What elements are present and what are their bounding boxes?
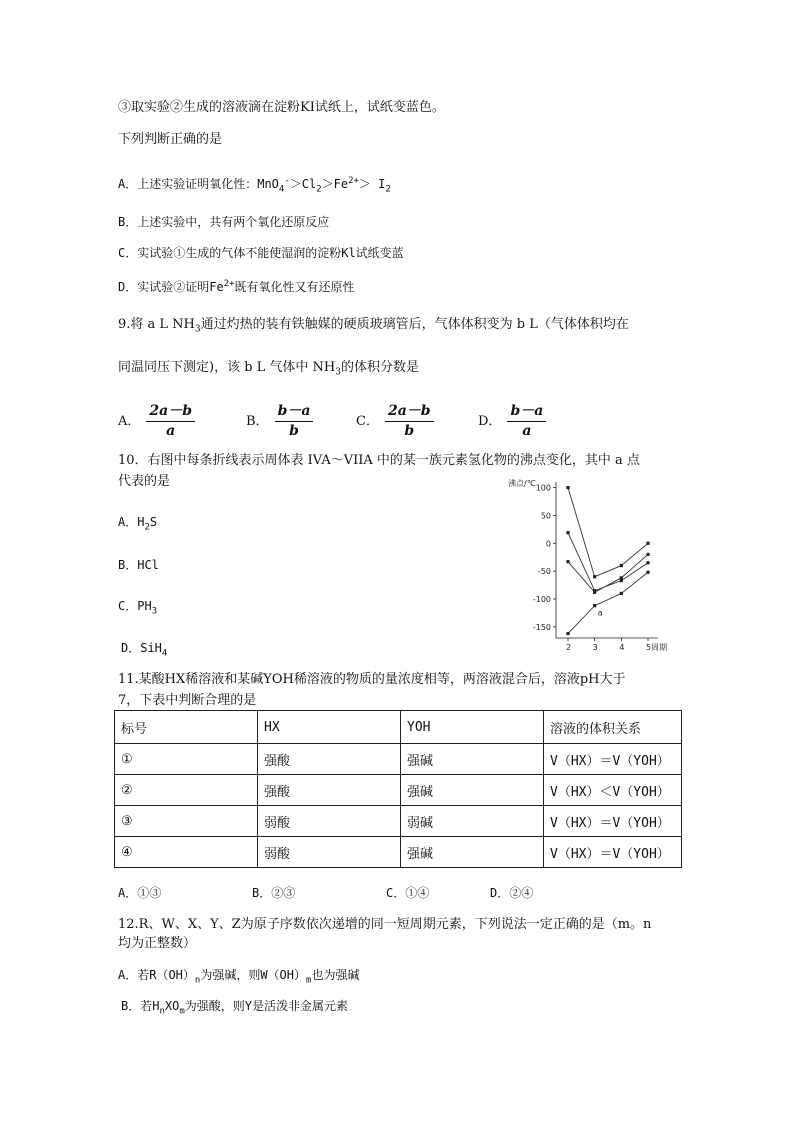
y-tick-label: -50 — [537, 567, 551, 577]
q12-option-b — [121, 997, 348, 1020]
numerator: b－a — [507, 400, 546, 422]
data-point — [593, 591, 596, 594]
cell: V（HX）＝V（YOH） — [544, 806, 682, 837]
cell: 强碱 — [401, 744, 544, 775]
fraction — [507, 400, 546, 439]
cell: 强酸 — [258, 744, 401, 775]
data-point — [646, 542, 649, 545]
q11-line-1: 11.某酸HX稀溶液和某碱YOH稀溶液的物质的量浓度相等，两溶液混合后，溶液pH大于 — [118, 672, 626, 687]
table-row — [115, 806, 682, 837]
chart-ylabel: 沸点/℃ — [508, 479, 536, 488]
table-row — [115, 775, 682, 806]
y-tick-label: -100 — [532, 595, 551, 604]
q8a-sub: 4 — [278, 184, 285, 195]
fraction — [385, 400, 434, 439]
x-tick-label: 4 — [619, 643, 625, 652]
data-point — [566, 632, 569, 635]
q12b-text2: XO — [164, 999, 180, 1013]
q8-prompt: 下列判断正确的是 — [118, 132, 223, 147]
q9-line-2 — [118, 359, 419, 382]
q8d-text2: 既有氧化性又有还原性 — [234, 280, 355, 294]
header-cell: 溶液的体积关系 — [544, 711, 682, 744]
q9-text2: 通过灼热的装有铁触媒的硬质玻璃管后，气体体积变为 b L（气体体积均在 — [200, 317, 629, 332]
numerator: 2a－b — [385, 400, 434, 422]
x-tick-label: 3 — [592, 643, 598, 652]
q8d-text: D．实试验②证明Fe — [118, 280, 224, 294]
fraction — [275, 400, 314, 439]
q8a-text2: ＞Cl — [289, 177, 317, 191]
q11-option-a: A．①③ — [118, 886, 162, 900]
cell: V（HX）＝V（YOH） — [544, 837, 682, 868]
q9-line-1 — [118, 316, 629, 339]
cell: V（HX）＜V（YOH） — [544, 775, 682, 806]
q12b-text: B．若H — [121, 999, 160, 1013]
header-cell: YOH — [401, 711, 544, 744]
data-point — [593, 575, 596, 578]
table-row — [115, 837, 682, 868]
q10a-text2: S — [149, 515, 158, 529]
q12-line-2: 均为正整数） — [118, 936, 197, 951]
cell: ② — [115, 775, 258, 806]
series-line-4 — [568, 572, 648, 633]
denominator: b — [404, 423, 415, 439]
q12a-text3: 也为强碱 — [311, 968, 360, 982]
cell: 弱碱 — [401, 806, 544, 837]
q11-option-c: C．①④ — [386, 886, 430, 900]
q12a-sub2: m — [306, 975, 312, 986]
series-line-3 — [568, 554, 648, 592]
q10-option-a — [118, 513, 157, 536]
data-point — [566, 560, 569, 563]
cell: 强酸 — [258, 775, 401, 806]
q9-option-a — [118, 400, 195, 439]
data-point — [620, 576, 623, 579]
q9-text4: 的体积分数是 — [341, 360, 420, 375]
q9-sub2: 3 — [335, 367, 342, 378]
data-point — [593, 604, 596, 607]
fraction — [146, 400, 195, 439]
q9-option-b — [246, 400, 313, 439]
q12-line-1: 12.R、W、X、Y、Z为原子序数依次递增的同一短周期元素，下列说法一定正确的是（m。n — [118, 917, 652, 932]
data-point — [646, 561, 649, 564]
q10a-text: A．H — [118, 515, 145, 529]
q12b-sub2: m — [179, 1006, 185, 1017]
data-point — [620, 592, 623, 595]
series-line-1 — [568, 488, 648, 577]
q8-option-a — [118, 172, 391, 198]
q8a-sup2: 2+ — [348, 176, 359, 186]
header-cell: 标号 — [115, 711, 258, 744]
numerator: b－a — [275, 400, 314, 422]
x-tick-label: 2 — [566, 643, 572, 652]
x-tick-label: 5周期 — [646, 643, 668, 652]
q8a-sub2: 2 — [316, 184, 322, 195]
denominator: a — [166, 423, 176, 439]
q10d-sub: 4 — [161, 648, 168, 659]
q11-option-b: B．②③ — [252, 886, 296, 900]
q10-option-d — [121, 639, 167, 662]
data-point — [620, 579, 623, 582]
q8a-text3: ＞Fe — [321, 177, 349, 191]
table-header-row — [115, 711, 682, 744]
q9-option-c — [356, 400, 434, 439]
data-point — [646, 571, 649, 574]
y-tick-label: 0 — [545, 539, 551, 549]
q11-option-d: D．②④ — [490, 886, 534, 900]
denominator: a — [522, 423, 532, 439]
q8-option-b: B．上述实验中，共有两个氧化还原反应 — [118, 215, 330, 229]
y-tick-label: 50 — [540, 511, 551, 521]
q9-option-label: A． — [118, 414, 141, 429]
q9-text3: 同温同压下测定)，该 b L 气体中 NH — [118, 360, 336, 375]
q10-line-1: 10．右图中每条折线表示周体表 IVA～VIIA 中的某一族元素氢化物的沸点变化，其中 a 点 — [118, 453, 640, 468]
q12b-text3: 为强酸，则Y是活泼非金属元素 — [184, 999, 348, 1013]
y-tick-label: -150 — [532, 622, 551, 632]
cell: 弱酸 — [258, 837, 401, 868]
q10a-sub: 2 — [144, 522, 150, 533]
table-row — [115, 744, 682, 775]
q8a-text4: ＞ I — [358, 177, 386, 191]
q8-statement-3: ③取实验②生成的溶液滴在淀粉KI试纸上，试纸变蓝色。 — [118, 100, 445, 115]
cell: 弱酸 — [258, 806, 401, 837]
q10-option-c — [118, 597, 157, 620]
numerator: 2a－b — [146, 400, 195, 422]
q9-option-label: B． — [246, 414, 269, 429]
q8d-sup: 2+ — [223, 279, 235, 289]
data-point — [566, 531, 569, 534]
point-a-annotation: a — [597, 608, 603, 618]
q9-option-label: C． — [356, 414, 379, 429]
q10-option-b: B．HCl — [118, 558, 159, 572]
q8a-sup: - — [284, 176, 290, 186]
q12a-text: A．若R（OH） — [118, 968, 195, 982]
cell: ① — [115, 744, 258, 775]
data-point — [646, 553, 649, 556]
q12b-sub: n — [159, 1006, 165, 1017]
q8-option-d — [118, 275, 355, 296]
q10c-sub: 3 — [151, 606, 158, 617]
q10c-text: C．PH — [118, 599, 152, 613]
q10d-text: D．SiH — [121, 641, 162, 655]
denominator: b — [289, 423, 299, 439]
q9-option-d — [478, 400, 546, 439]
cell: ③ — [115, 806, 258, 837]
q12-option-a — [118, 966, 359, 989]
cell: 强碱 — [401, 775, 544, 806]
q8a-text: A．上述实验证明氧化性：MnO — [118, 177, 279, 191]
q12a-sub: n — [194, 975, 201, 986]
q8-option-c: C．实试验①生成的气体不能使湿润的淀粉Kl试纸变蓝 — [118, 246, 404, 260]
q12a-text2: 为强碱，则W（OH） — [200, 968, 307, 982]
q11-line-2: 7，下表中判断合理的是 — [118, 693, 257, 708]
data-point — [566, 486, 569, 489]
cell: ④ — [115, 837, 258, 868]
data-point — [620, 564, 623, 567]
boiling-point-chart — [508, 476, 678, 652]
y-tick-label: 100 — [535, 483, 551, 493]
q9-text: 9.将 a L NH — [118, 317, 195, 332]
cell: 强碱 — [401, 837, 544, 868]
q9-sub: 3 — [194, 324, 201, 335]
q9-option-label: D． — [478, 414, 502, 429]
q8a-sub3: 2 — [385, 184, 391, 195]
cell: V（HX）＝V（YOH） — [544, 744, 682, 775]
q11-table — [114, 710, 682, 868]
q10-line-2: 代表的是 — [118, 474, 171, 489]
header-cell: HX — [258, 711, 401, 744]
